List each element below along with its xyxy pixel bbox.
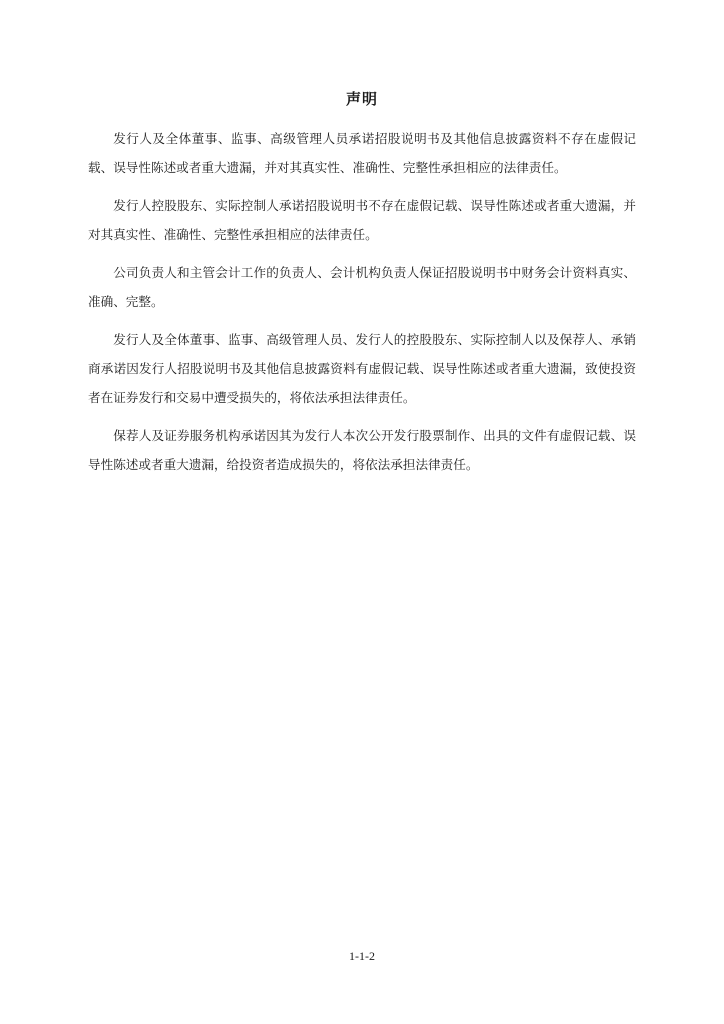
page-title: 声明 [345, 90, 378, 108]
paragraph-compensation-liability: 发行人及全体董事、监事、高级管理人员、发行人的控股股东、实际控制人以及保荐人、承销商承诺因发行人招股说明书及其他信息披露资料有虚假记载、误导性陈述或者重大遗漏，致使投资者在证券发行和交易中遭受损失的，将依法承担法律责任。 [88, 332, 636, 405]
paragraph-directors-commitment: 发行人及全体董事、监事、高级管理人员承诺招股说明书及其他信息披露资料不存在虚假记载、误导性陈述或者重大遗漏，并对其真实性、准确性、完整性承担相应的法律责任。 [88, 131, 636, 175]
paragraph-sponsor-liability: 保荐人及证券服务机构承诺因其为发行人本次公开发行股票制作、出具的文件有虚假记载、误导性陈述或者重大遗漏，给投资者造成损失的，将依法承担法律责任。 [88, 428, 636, 472]
declaration-body [88, 124, 636, 488]
paragraph-financial-officers-guarantee: 公司负责人和主管会计工作的负责人、会计机构负责人保证招股说明书中财务会计资料真实、准确、完整。 [88, 265, 636, 309]
paragraph-controlling-shareholder-commitment: 发行人控股股东、实际控制人承诺招股说明书不存在虚假记载、误导性陈述或者重大遗漏，并对其真实性、准确性、完整性承担相应的法律责任。 [88, 198, 636, 242]
page-number: 1-1-2 [349, 949, 375, 963]
